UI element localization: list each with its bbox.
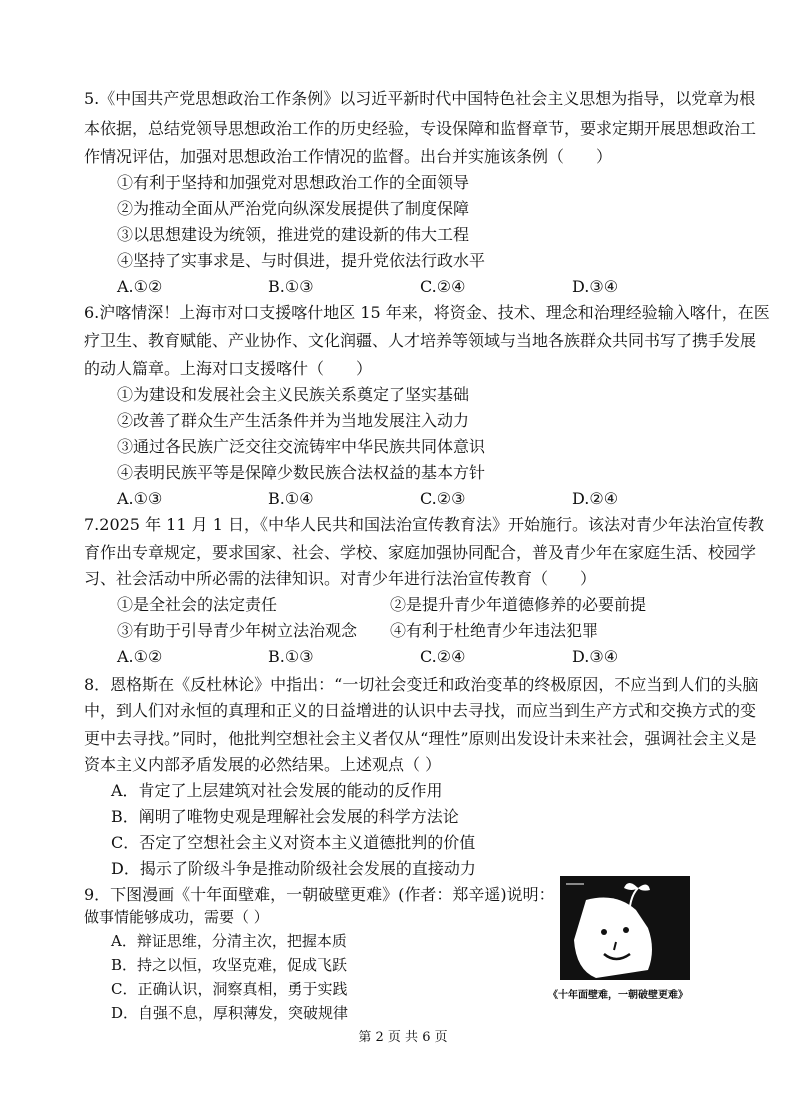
q5-item-1: ①有利于坚持和加强党对思想政治工作的全面领导 [117,173,470,192]
q9-choice-d: D．自强不息，厚积薄发，突破规律 [111,1004,349,1022]
q8-choice-c: C．否定了空想社会主义对资本主义道德批判的价值 [111,833,476,852]
q5-choice-b: B.①③ [268,277,314,296]
q9-choice-b: B．持之以恒，攻坚克难，促成飞跃 [111,956,348,974]
q8-stem-line-3: 更中去寻找。”同时，他批判空想社会主义者仅从“理性”原则出发设计未来社会，强调社会主义是 [84,729,757,748]
q7-choice-d: D.③④ [572,647,619,666]
q8-stem-line-4: 资本主义内部矛盾发展的必然结果。上述观点（ ） [84,755,442,774]
q6-stem-line-3: 的动人篇章。上海对口支援喀什（ ） [84,359,373,378]
q7-item-4: ④有利于杜绝青少年违法犯罪 [390,621,599,640]
q6-choice-b: B.①④ [268,489,314,508]
q7-choice-c: C.②④ [420,647,466,666]
q7-choice-b: B.①③ [268,647,314,666]
q6-choice-c: C.②③ [420,489,466,508]
q5-stem-line-2: 本依据，总结党领导思想政治工作的历史经验，专设保障和监督章节，要求定期开展思想政治工 [84,119,757,138]
q5-stem-line-3: 作情况评估，加强对思想政治工作情况的监督。出台并实施该条例（ ） [84,147,613,166]
q5-item-3: ③以思想建设为统领，推进党的建设新的伟大工程 [117,225,470,244]
q6-item-1: ①为建设和发展社会主义民族关系奠定了坚实基础 [117,385,470,404]
q5-choice-a: A.①② [117,277,163,296]
q7-item-3: ③有助于引导青少年树立法治观念 [117,621,358,640]
q7-item-1: ①是全社会的法定责任 [117,595,278,614]
q7-stem-line-2: 育作出专章规定，要求国家、社会、学校、家庭加强协同配合，普及青少年在家庭生活、校园学 [84,543,757,562]
q9-stem-line-1: 9．下图漫画《十年面壁难，一朝破壁更难》(作者：郑辛遥)说明： [84,885,555,904]
q6-choice-a: A.①③ [117,489,163,508]
q8-choice-d: D．揭示了阶级斗争是推动阶级社会发展的直接动力 [111,859,476,878]
q5-choice-c: C.②④ [420,277,466,296]
q5-stem-line-1: 5.《中国共产党思想政治工作条例》以习近平新时代中国特色社会主义思想为指导，以党章为根 [84,89,756,108]
q7-stem-line-1: 7.2025 年 11 月 1 日，《中华人民共和国法治宣传教育法》开始施行。该法对青少年法治宣传教 [84,515,764,534]
q7-stem-line-3: 习、社会活动中所必需的法律知识。对青少年进行法治宣传教育（ ） [84,569,597,588]
q6-item-2: ②改善了群众生产生活条件并为当地发展注入动力 [117,411,470,430]
q5-choice-d: D.③④ [572,277,619,296]
q5-item-2: ②为推动全面从严治党向纵深发展提供了制度保障 [117,199,470,218]
q6-item-3: ③通过各民族广泛交往交流铸牢中华民族共同体意识 [117,437,486,456]
q8-choice-a: A．肯定了上层建筑对社会发展的能动的反作用 [111,781,443,800]
q6-item-4: ④表明民族平等是保障少数民族合法权益的基本方针 [117,463,486,482]
cartoon-illustration [556,870,694,1000]
q6-stem-line-1: 6.沪喀情深！上海市对口支援喀什地区 15 年来，将资金、技术、理念和治理经验输入喀什，在医 [84,303,770,322]
q9-choice-a: A．辩证思维，分清主次，把握本质 [111,932,347,950]
q9-stem-line-2: 做事情能够成功，需要（ ） [84,908,269,926]
q6-stem-line-2: 疗卫生、教育赋能、产业协作、文化润疆、人才培养等领域与当地各族群众共同书写了携手发展 [84,331,757,350]
q6-choice-d: D.②④ [572,489,619,508]
q8-choice-b: B．阐明了唯物史观是理解社会发展的科学方法论 [111,807,459,826]
cartoon-caption: 《十年面壁难，一朝破壁更难》 [548,990,688,1001]
q7-choice-a: A.①② [117,647,163,666]
page-footer: 第 2 页 共 6 页 [358,1030,448,1045]
q9-choice-c: C．正确认识，洞察真相，勇于实践 [111,980,348,998]
q8-stem-line-2: 中，到人们对永恒的真理和正义的日益增进的认识中去寻找，而应当到生产方式和交换方式的变 [84,701,757,720]
q5-item-4: ④坚持了实事求是、与时俱进，提升党依法行政水平 [117,251,486,270]
q8-stem-line-1: 8．恩格斯在《反杜林论》中指出：“一切社会变迁和政治变革的终极原因，不应当到人们的头脑 [84,675,759,694]
q7-item-2: ②是提升青少年道德修养的必要前提 [390,595,647,614]
